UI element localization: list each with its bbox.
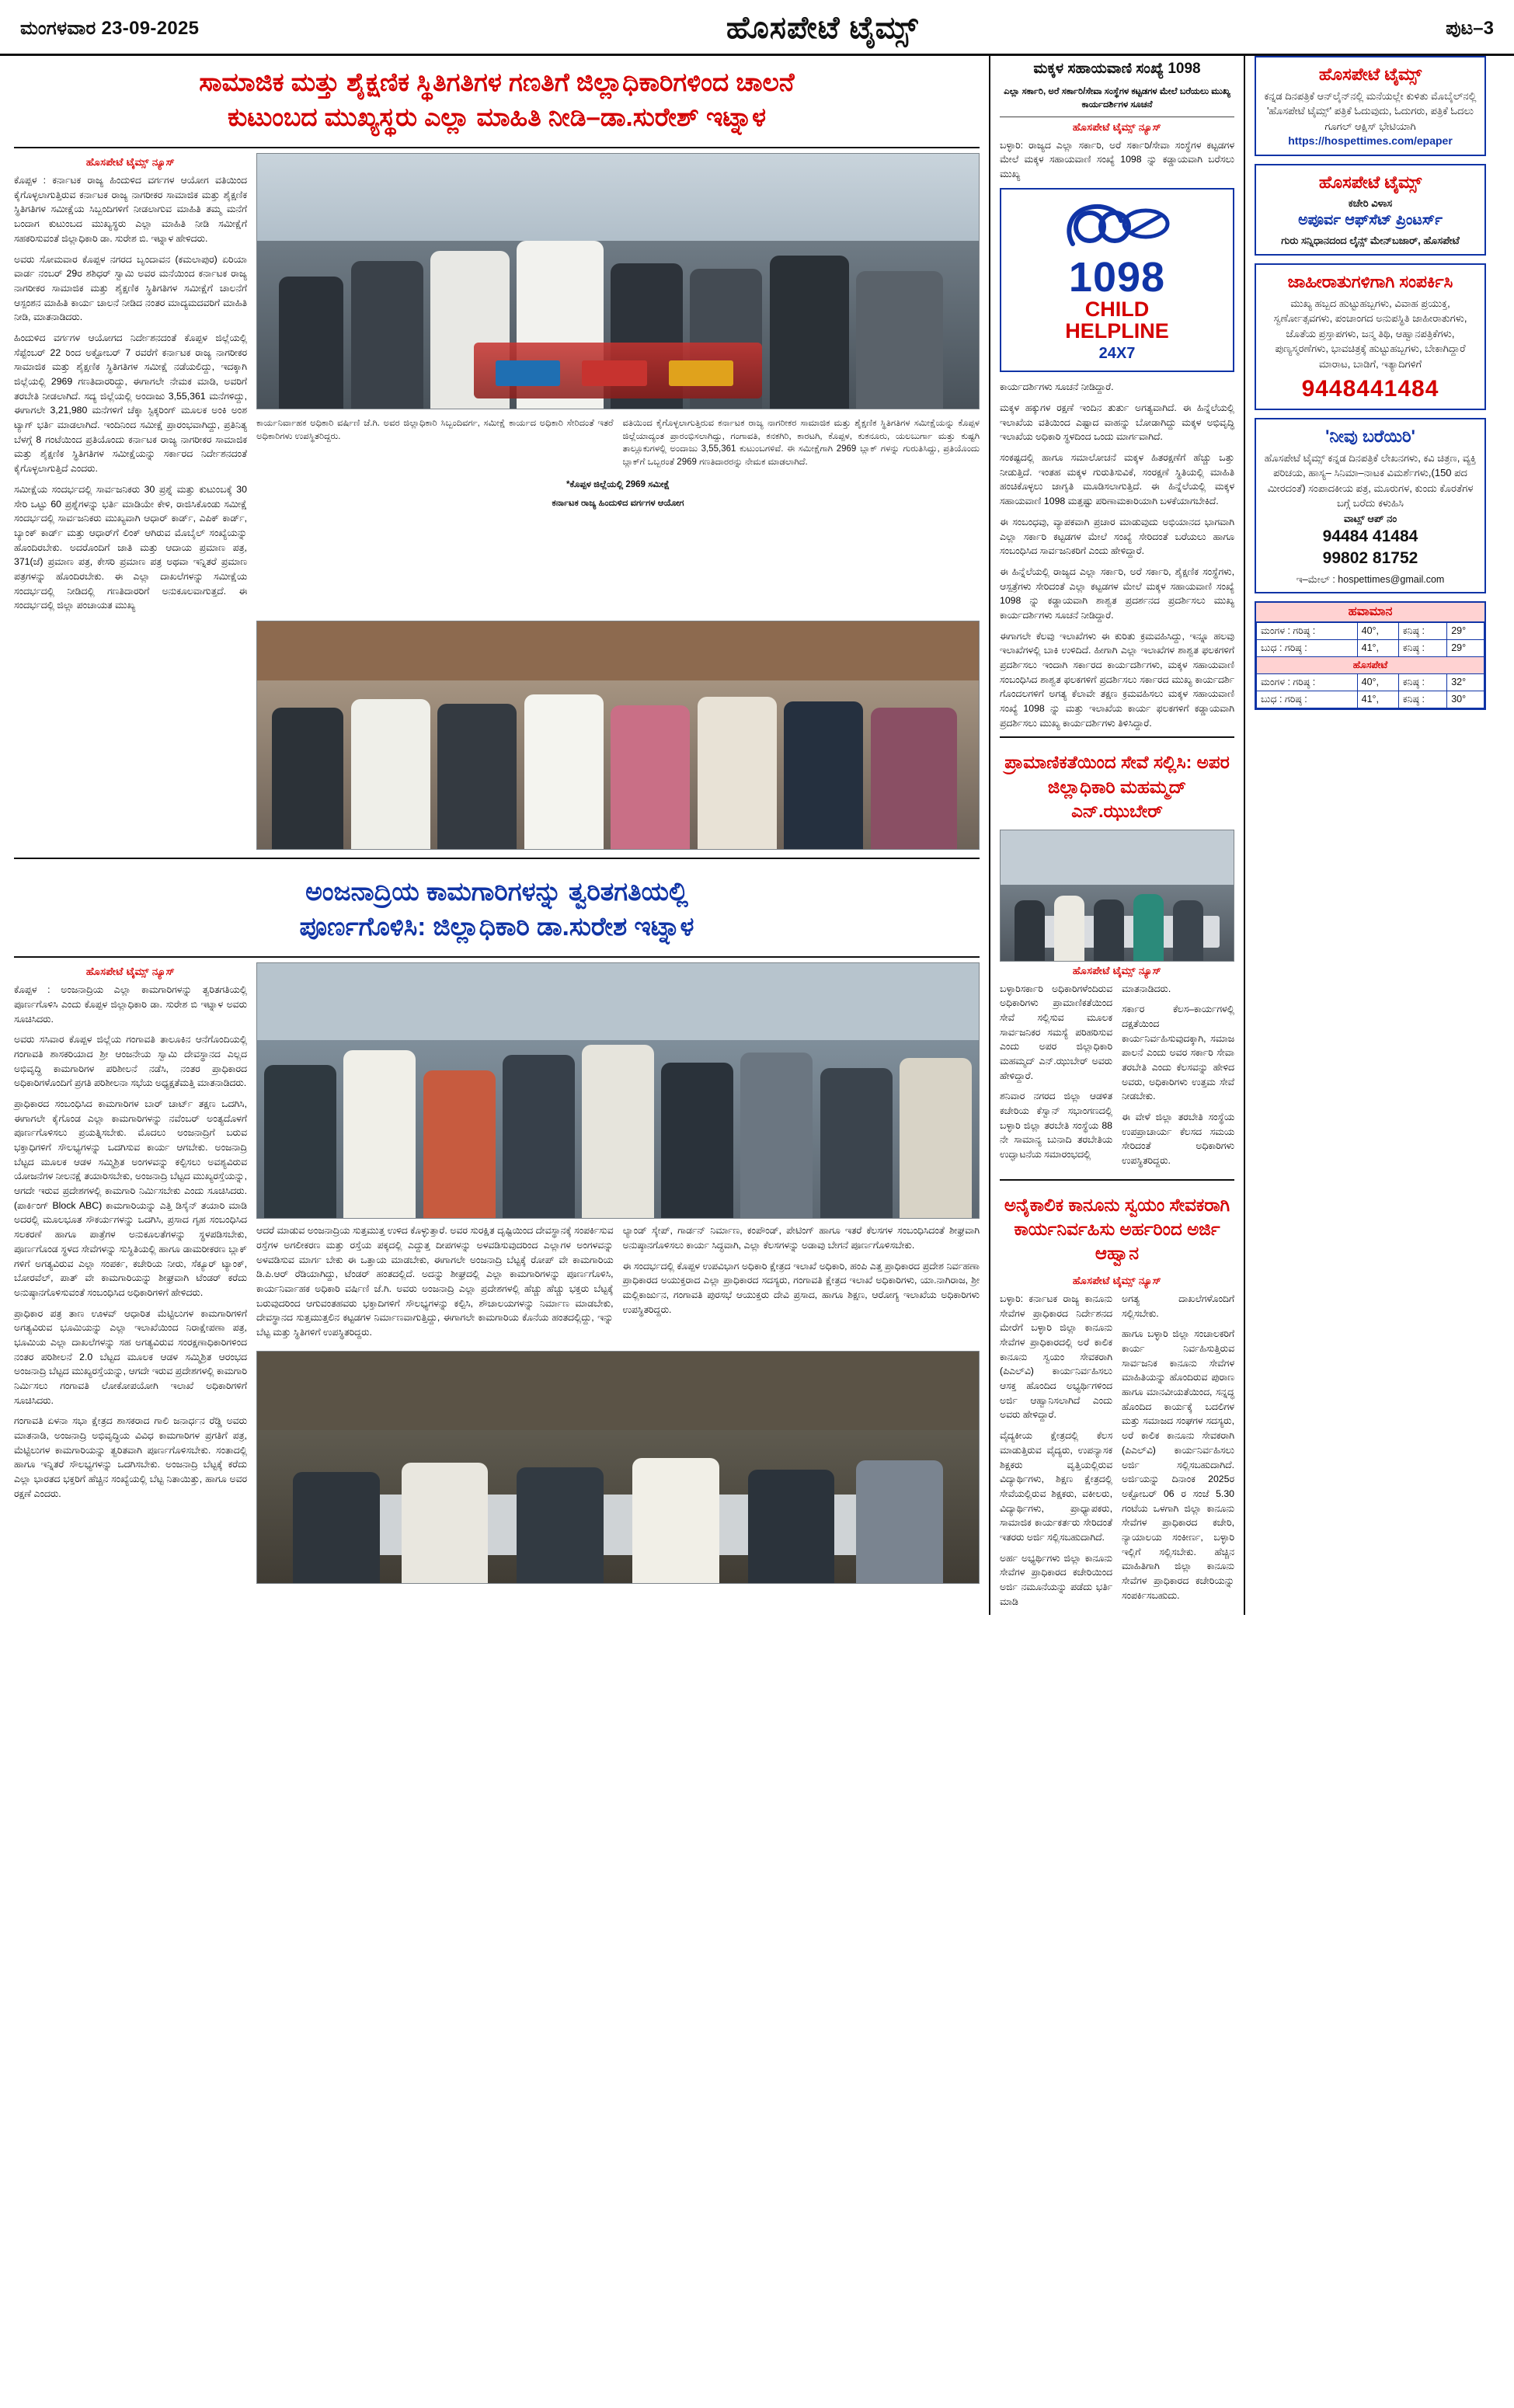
paragraph: ಆದರೆ ಮಾಡುವ ಅಂಜನಾದ್ರಿಯ ಸುತ್ತಮುತ್ತ ಉಳಿದ ಕೊಳ್ಳುತ್ತಾರೆ. ಅವರ ಸುರಕ್ಷಿತ ದೃಷ್ಟಿಯಿಂದ ದೇವಸ್ಥಾನಕ್ಕೆ ಸಂಪರ್ಕಿಸುವ ರಸ್ತೆಗಳ ಅಗಲೀಕರಣ ಮತ್ತು ರಸ್ತೆಯ ಪಕ್ಕದಲ್ಲಿ ಎದ್ದುತ್ತ ದೀಪಗಳನ್ನು ಅಳವಡಿಸುವುದರಿಂದ ಎಲ್ಲಾಗಳ ಅಂಗಳವನ್ನು ಅಳವಡಿಸುವ ಮಾರ್ಗ ಬೇಕು ಈ ಒತ್ತಾಯ ಮಾಡಬೇಕು, ಈಗಾಗಲೇ ಅಂಜನಾದ್ರಿ ಬೆಟ್ಟಕ್ಕೆ ರೋಪ್ ವೇ ಕಾಮಗಾರಿಯ ಡಿ.ಪಿ.ಆರ್ ರೆಡಿಯಾಗಿದ್ದು, ಟೆಂಡರ್ ಹಂತದಲ್ಲಿದೆ. ಅದನ್ನು ಶೀಘ್ರದಲ್ಲಿ ಎಲ್ಲಾ ಕಾಮಗಾರಿಗಳನ್ನು ಪೂರ್ಣಗೊಳಿಸಿ, ಕಾರ್ಯನಿರ್ವಾಹಕ ಅಧಿಕಾರಿ ವರ್ಷಿಣಿ ಜೆ.ಗಿ. ಅವರು ಅಂಜನಾದ್ರಿ ಎಲ್ಲಾ ಪ್ರದೇಶಗಳಲ್ಲಿ ಹೆಚ್ಚು ಹೆಚ್ಚು ಭಕ್ತರು ಬೆಟ್ಟಕ್ಕೆ ಬರುವುದರಿಂದ ಆಗುವಂತಹವರು ಭಕ್ತಾದಿಗಳಿಗೆ ಸೌಲಭ್ಯಗಳನ್ನು ಕಲ್ಪಿಸಿ, ಶೌಚಾಲಯಗಳನ್ನು ನಿರ್ಮಾಣ ಮಾಡಬೇಕು, ದೇವಸ್ಥಾನದ ಸುತ್ತಮುತ್ತಲಿನ ಕಟ್ಟಡಗಳ ನಿರ್ಮಾಣವಾಗುತ್ತಿದ್ದು, ಈಗಾಗಲೇ ಕಾಮಗಾರಿಯ ಕೊನೆಯ ಹಂತದಲ್ಲಿದ್ದು, ಇನ್ನು ಬೆಟ್ಟ ಮತ್ತು ಸ್ಥಿತಿಗಳಿಗೆ ಉಪಸ್ಥಿತರಿದ್ದರು.	[256, 1225, 614, 1338]
lead-headline-line2: ಕುಟುಂಬದ ಮುಖ್ಯಸ್ಥರು ಎಲ್ಲಾ ಮಾಹಿತಿ ನೀಡಿ–ಡಾ.ಸುರೇಶ್ ಇಟ್ನಾಳ	[227, 102, 767, 131]
mid-intro	[1000, 138, 1234, 182]
paragraph: ಲ್ಯಾಂಡ್ ಸ್ಕೇಪ್, ಗಾರ್ಡನ್ ನಿರ್ಮಾಣ, ಕಂಪೌಂಡ್, ಪೇಟಿಂಗ್ ಹಾಗೂ ಇತರೆ ಕೆಲಸಗಳ ಸಂಬಂಧಿಸಿದಂತೆ ಶೀಘ್ರವಾಗಿ ಅನುಷ್ಠಾನಗೊಳಿಸಲು ಕಾರ್ಯ ಸಿದ್ಧವಾಗಿ, ಎಲ್ಲಾ ಕೆಲಸಗಳನ್ನು ಅಡಾವು ಬೇಗನೆ ಪೂರ್ಣಗೊಳಿಸಬೇಕು.	[622, 1225, 980, 1251]
lead-photo-caption: ಕಾರ್ಯನಿರ್ವಾಹಕ ಅಧಿಕಾರಿ ವರ್ಷಿಣಿ ಜೆ.ಗಿ. ಅವರ ಜಿಲ್ಲಾಧಿಕಾರಿ ಸಿಬ್ಬಂದಿವರ್ಗ, ಸಮೀಕ್ಷೆ ಕಾರ್ಯದ ಅಧಿಕಾರಿ ಸೇರಿದಂತೆ ಇತರೆ ಅಧಿಕಾರಿಗಳು ಉಪಸ್ಥಿತರಿದ್ದರು.	[256, 419, 614, 441]
second-headline	[14, 864, 980, 952]
fourth-headline: ಅನೈಕಾಲಿಕ ಕಾನೂನು ಸ್ವಯಂ ಸೇವಕರಾಗಿ ಕಾರ್ಯನಿರ್ವಹಿಸು ಅರ್ಹರಿಂದ ಅರ್ಜಿ ಆಹ್ವಾನ	[1004, 1194, 1230, 1263]
ad-email-address[interactable]: hospettimes@gmail.com	[1338, 573, 1445, 585]
paragraph: ಸಮೀಕ್ಷೆಯ ಸಂದರ್ಭದಲ್ಲಿ ಸಾರ್ವಜನಿಕರು 30 ಪ್ರಶ್ನೆ ಮತ್ತು ಕುಟುಂಬಕ್ಕೆ 30 ಸೇರಿ ಒಟ್ಟು 60 ಪ್ರಶ್ನೆಗಳನ್ನು ಭರ್ತಿ ಮಾಡಿಯೇ ಕೇಳಿ, ರಾಜಿಸಿಕೊಂಡು ಸಮೀಕ್ಷೆ ಸಂದರ್ಭದಲ್ಲಿ ಸಾರ್ವಜನಿಕರು ಮುಖ್ಯವಾಗಿ ಆಧಾರ್ ಕಾರ್ಡ್, ಎಪಿಕ್ ಕಾರ್ಡ್, ಬ್ಯಾಂಕ್ ಕಾರ್ಡ್ ಮತ್ತು ಆಧಾರ್‌ಗೆ ಲಿಂಕ್ ಆಗಿರುವ ಮೊಬೈಲ್ ಸಂಖ್ಯೆಯನ್ನು ಹೊಂದಿರಬೇಕು. ಅದರೊಂದಿಗೆ ಜಾತಿ ಮತ್ತು ಆದಾಯ ಪ್ರಮಾಣ ಪತ್ರ, 371(ಜೆ) ಪ್ರಮಾಣ ಪತ್ರ, ಕೇಸರಿ ಪ್ರಮಾಣ ಪತ್ರ ಅಥವಾ ಇನ್ನಿತರೆ ಪ್ರಮಾಣ ಪತ್ರಗಳನ್ನು ಹೊಂದಿರಬೇಕು. ಈ ಎಲ್ಲಾ ದಾಖಲೆಗಳನ್ನು ಸಮೀಕ್ಷೆಯ ಸಂದರ್ಭದಲ್ಲಿ ನೀಡಿದಲ್ಲಿ ಗಣತಿದಾರರಿಗೆ ಅನುಕೂಲವಾಗುತ್ತದೆ. ಈ ಸಂದರ್ಭದಲ್ಲಿ ಜಿಲ್ಲಾ ಪಂಚಾಯತ ಮುಖ್ಯ	[14, 483, 247, 611]
second-story-columns	[14, 962, 980, 1584]
ad-office-title: ಹೊಸಪೇಟೆ ಟೈಮ್ಸ್	[1318, 172, 1422, 192]
paragraph: ಅವರು ಸಸಿವಾರ ಕೊಪ್ಪಳ ಜಿಲ್ಲೆಯ ಗಂಗಾವತಿ ತಾಲೂಕಿನ ಆನೆಗೊಂದಿಯಲ್ಲಿ ಗಂಗಾವತಿ ಶಾಸಕರಿಯಾದ ಶ್ರೀ ಆಂಜನೇಯ ಸ್ವಾಮಿ ದೇವಸ್ಥಾನದ ಎಲ್ಲದ ಅಭಿವೃದ್ಧಿ ಕಾಮಗಾರಿಗಳ ಪರಿಶೀಲನೆ ನಡೆಸಿ, ನಂತರ ಪ್ರಾಧಿಕಾರದ ಅಧಿಕಾರಿಗಳೊಂದಿಗೆ ಪ್ರಗತಿ ಪರಿಶೀಲನಾ ಸಭೆಯ ಅಧ್ಯಕ್ಷತೆಮತ್ತಿ ಮಾತನಾಡಿದರು.	[14, 1034, 247, 1089]
paragraph: ಅರ್ಹ ಅಭ್ಯರ್ಥಿಗಳು ಜಿಲ್ಲಾ ಕಾನೂನು ಸೇವೆಗಳ ಪ್ರಾಧಿಕಾರದ ಕಚೇರಿಯಿಂದ ಅರ್ಜಿ ನಮೂನೆಯನ್ನು ಪಡೆದು ಭರ್ತಿ ಮಾಡಿ	[1000, 1552, 1112, 1607]
weather-max: 41°,	[1357, 639, 1398, 656]
mid-header-line1: ಮಕ್ಕಳ ಸಹಾಯವಾಣಿ ಸಂಖ್ಯೆ 1098	[1033, 61, 1201, 77]
helpline-number: 1098	[1068, 253, 1166, 301]
paragraph: ಈ ಹಿನ್ನೆಲೆಯಲ್ಲಿ ರಾಜ್ಯದ ಎಲ್ಲಾ ಸರ್ಕಾರಿ, ಅರೆ ಸರ್ಕಾರಿ, ಶೈಕ್ಷಣಿಕ ಸಂಸ್ಥೆಗಳು, ಆಸ್ಪತ್ರೆಗಳು ಸೇರಿದಂತೆ ಎಲ್ಲಾ ಕಟ್ಟಡಗಳ ಮೇಲೆ ಮಕ್ಕಳ ಸಹಾಯವಾಣಿ ಸಂಖ್ಯೆ 1098 ನ್ನು ಕಡ್ಡಾಯವಾಗಿ ಶಾಶ್ವತ ಪ್ರದರ್ಶನದ ಪ್ರದರ್ಶಿಸಲು ಮುಖ್ಯ ಕಾರ್ಯದರ್ಶಿಗಳು ಸೂಚನೆ ನೀಡಿದ್ದಾರೆ.	[1000, 565, 1234, 621]
ad-office-press-name: ಅಪೂರ್ವ ಆಫ್‌ಸೆಟ್ ಪ್ರಿಂಟರ್ಸ್	[1298, 211, 1443, 228]
helpline-label: HELPLINE	[1065, 318, 1169, 343]
paragraph: ಕಾರ್ಯದರ್ಶಿಗಳು ಸೂಚನೆ ನೀಡಿದ್ದಾರೆ.	[1000, 381, 1114, 393]
weather-widget	[1255, 601, 1486, 710]
paragraph: ಈ ಸಂಬಂಧವು, ವ್ಯಾಪಕವಾಗಿ ಪ್ರಚಾರ ಮಾಡುವುದು ಅಭಿಯಾನದ ಭಾಗವಾಗಿ ಎಲ್ಲಾ ಸರ್ಕಾರಿ ಕಟ್ಟಡಗಳ ಮೇಲೆ ಸಂಖ್ಯೆ ಸೇರಿದಂತೆ ಬರೆಯಲು ಹಾಗೂ ಸಂಬಂಧಿಸಿದ ಸಾರ್ವಜನಿಕರಿಗೆ ಎಂದು ಹೇಳಿದ್ದಾರೆ.	[1000, 516, 1234, 557]
paragraph: ಪ್ರಾಧಿಕಾರದ ಸಂಬಂಧಿಸಿದ ಕಾಮಗಾರಿಗಳ ಬಾರ್ ಚಾರ್ಟ್ ತಕ್ಷಣ ಒದಗಿಸಿ, ಈಗಾಗಲೇ ಕೈಗೊಂಡ ಎಲ್ಲಾ ಕಾಮಗಾರಿಗಳನ್ನು ನವೆಂಬರ್ ಅಂತ್ಯದೊಳಗೆ ಪೂರ್ಣಗೊಳಿಸಲು ಪ್ರಯತ್ನಿಸಬೇಕು. ಮೊದಲು ಅಂಜನಾದ್ರಿಗೆ ಬರುವ ಭಕ್ತಾಧಿಗಳಿಗೆ ಸೌಲಭ್ಯಗಳನ್ನು ಒದಗಿಸುವ ಕಾರ್ಯ ಆಗಬೇಕು. ಅಂಜನಾದ್ರಿ ಬೆಟ್ಟದ ಮೂಲಕ ಆಡಳ ಸಮ್ಮಿಶ್ರಿತ ಅಂಗಳವನ್ನು ಕಲ್ಪಿಸಲು ಅವಶ್ಯವಿರುವ ಯೋಜನೆಗಳ ನೀಲನಕ್ಷೆ ತಯಾರಿಸಬೇಕು, ಅಂಜನಾದ್ರಿ ಬೆಟ್ಟದ ಮುಖ್ಯರಸ್ತೆಯನ್ನು, ಆಗದೇ ಇರುವ ಪ್ರದೇಶಗಳಲ್ಲಿ ಕಾಮಗಾರಿ ನಿರ್ಮಿಸಬೇಕು ಎಂದು ಸೂಚಿಸಿದರು. (ಪಾರ್ಕಿಂಗ್ Block ABC) ಕಾಮಗಾರಿಯನ್ನು ಎತ್ತಿ ಡಿಸೈನ್ ತಯಾರಿ ಮಾಡಿ ಅದರಲ್ಲಿ ಮೂಲಭೂತ ಸೌಕರ್ಯಗಳನ್ನು ಒದಗಿಸಿ, ಪ್ರಸಾದ ಗೃಹ ಸಂಬಂಧಿಸಿದ ಸಲಕರಣೆ ಹಾಗೂ ಪಾತ್ರೆಗಳ ಅನುಕೂಲತೆಗಳನ್ನು ಸ್ಥಳಪಡಿಸಬೇಕು, ಪೂರ್ಣಗೊಂಡ ಸ್ಥಳದ ಸೇವೆಗಳನ್ನು ಸುಸ್ಥಿತಿಯಲ್ಲಿ ಹಾಗೂ ಡಾಮರೀಕರಣ ಬ್ಲಾಕ್ ಗಳಿಗೆ ಅಗತ್ಯವಿರುವ ಎಲ್ಲಾ ಸಂಪರ್ಕ, ಕಚೇರಿಯ ನೀರು, ಸೆಕ್ಯೂರ್ ಟ್ಯಾಂಕ್, ಬೋರವೆಲ್, ಪಾತ್ ವೇ ಕಾಮಗಾರಿಯನ್ನು ಶೀಘ್ರವಾಗಿ ಟೆಂಡರ್ ಕರೆದು ಅನುಷ್ಠಾನಗೊಳಿಸುವಂತೆ ಸಂಬಂಧಿಸಿದ ಅಧಿಕಾರಿಗಳಿಗೆ ಹೇಳಿದರು.	[14, 1098, 247, 1298]
weather-min: 29°	[1447, 622, 1484, 639]
weather-min: 32°	[1447, 673, 1484, 691]
divider	[14, 147, 980, 148]
byline: ಹೊಸಪೇಟೆ ಟೈಮ್ಸ್ ನ್ಯೂಸ್	[1072, 120, 1162, 133]
ad-contact-text: ಮುಖ್ಯ ಹಬ್ಬದ ಹುಟ್ಟುಹಬ್ಬಗಳು, ವಿವಾಹ ಪ್ರಯುಕ್ತ, ಸ್ವರ್ಣೋತ್ಸವಗಳು, ಪಂಚಾಂಗದ ಅನುಪಸ್ಥಿತಿ ಜಾಹೀರಾತುಗಳು, ಜೊತೆಯ ಪ್ರಸ್ತಾಪಗಳು, ಜನ್ಮ ತಿಥಿ, ಆಹ್ವಾನಪತ್ರಿಕೆಗಳು, ಪುಣ್ಯಸ್ಮರಣೆಗಳು, ಭಾವಚಿತ್ರಕ್ಕೆ ಹುಟ್ಟುಹಬ್ಬಗಳು, ಬೇಕಾಗಿದ್ದಾರೆ ಮಾರಾಟ, ಬಾಡಿಗೆ, ಇತ್ಯಾದಿಗಳಿಗೆ	[1273, 297, 1467, 370]
lead-headline-line1: ಸಾಮಾಜಿಕ ಮತ್ತು ಶೈಕ್ಷಣಿಕ ಸ್ಥಿತಿಗತಿಗಳ ಗಣತಿಗೆ ಜಿಲ್ಲಾಧಿಕಾರಿಗಳಿಂದ ಚಾಲನೆ	[199, 68, 795, 96]
publication-date: ಮಂಗಳವಾರ 23-09-2025	[20, 17, 200, 39]
second-headline-line2: ಪೂರ್ಣಗೊಳಿಸಿ: ಜಿಲ್ಲಾಧಿಕಾರಿ ಡಾ.ಸುರೇಶ ಇಟ್ನಾಳ	[299, 911, 694, 941]
lead-text-col1	[14, 173, 247, 613]
weather-max: 40°,	[1357, 673, 1398, 691]
ad-epaper[interactable]	[1255, 56, 1486, 156]
weather-row	[1257, 622, 1484, 639]
weather-min-label: ಕನಿಷ್ಠ :	[1398, 622, 1446, 639]
weather-day: ಬುಧ : ಗರಿಷ್ಠ :	[1257, 639, 1358, 656]
weather-row	[1257, 691, 1484, 708]
second-photo-site-visit	[256, 962, 980, 1219]
ads-column	[1245, 56, 1486, 1615]
main-column	[14, 56, 989, 1615]
epaper-link[interactable]: https://hospettimes.com/epaper	[1288, 134, 1453, 147]
ad-whatsapp-label: ವಾಟ್ಸ್ ಆಪ್ ನಂ	[1343, 512, 1397, 524]
paragraph: ಬಳ್ಳಾರಿ: ಕರ್ನಾಟಕ ರಾಜ್ಯ ಕಾನೂನು ಸೇವೆಗಳ ಪ್ರಾಧಿಕಾರದ ನಿರ್ದೇಶನದ ಮೇರೆಗೆ ಬಳ್ಳಾರಿ ಜಿಲ್ಲಾ ಕಾನೂನು ಸೇವೆಗಳ ಪ್ರಾಧಿಕಾರದಲ್ಲಿ ಅರೆ ಕಾಲಿಕ ಕಾನೂನು ಸ್ವಯಂ ಸೇವಕರಾಗಿ (ಪಿಎಲ್‌ವಿ) ಕಾರ್ಯನಿರ್ವಹಿಸಲು ಆಸಕ್ತ ಹೊಂದಿದ ಅಭ್ಯರ್ಥಿಗಳಿಂದ ಅರ್ಜಿ ಆಹ್ವಾನಿಸಲಾಗಿದೆ ಎಂದು ಅವರು ಹೇಳಿದ್ದಾರೆ.	[1000, 1293, 1112, 1421]
ad-office-address	[1255, 164, 1486, 256]
paragraph: ಈ ಸಂದರ್ಭದಲ್ಲಿ ಕೊಪ್ಪಳ ಉಪವಿಭಾಗ ಅಧಿಕಾರಿ ಕ್ಷೇತ್ರದ ಇಲಾಖೆ ಅಧಿಕಾರಿ, ಹಂಪಿ ಎತ್ತ ಪ್ರಾಧಿಕಾರದ ಪ್ರದೇಶ ನಿರ್ವಹಣಾ ಪ್ರಾಧಿಕಾರದ ಅಯುಕ್ತರಾದ ಎಲ್ಲಾ ಪ್ರಾಧಿಕಾರದ ಸದಸ್ಯರು, ಗಂಗಾವತಿ ಕ್ಷೇತ್ರದ ಇಲಾಖೆ ಅಧಿಕಾರಿಗಳು, ಯಾ.ನಾಗಿರಾಜ, ಶ್ರೀ ಮಲ್ಲಿಕಾರ್ಜುನ, ಗಂಗಾವತಿ ಪುರಸಭೆ ಆಯುಕ್ತರು ದೇವಿ ಪ್ರಸಾದ, ಹಾಗೂ ಶಿಕ್ಷಣ, ಆರೋಗ್ಯ ಇಲಾಖೆಯ ಅಧಿಕಾರಿಗಳು ಉಪಸ್ಥಿತರಿದ್ದರು.	[622, 1260, 980, 1315]
child-helpline-icon	[1059, 197, 1175, 255]
second-text-col2	[256, 1223, 614, 1346]
weather-min-label: ಕನಿಷ್ಠ :	[1398, 673, 1446, 691]
paragraph: ಮಕ್ಕಳ ಹಕ್ಕುಗಳ ರಕ್ಷಣೆ ಇಂದಿನ ತುರ್ತು ಅಗತ್ಯವಾಗಿದೆ. ಈ ಹಿನ್ನೆಲೆಯಲ್ಲಿ ಇಲಾಖೆಯ ವತಿಯಿಂದ ಎಷ್ಟಾದ ವಾಹನ್ನು ಬೋಡಾಗಿದ್ದು ಮಕ್ಕಳ ಅಭಿವೃದ್ಧಿ ಇಲಾಖೆಯ ಅಧಿಕಾರಿ ಸ್ಥಳದಿಂದ ಒಂದು ಮಾರ್ಗವಾಗಿದೆ.	[1000, 402, 1234, 443]
paragraph: ಹಿಂದುಳಿದ ವರ್ಗಗಳ ಆಯೋಗದ ನಿರ್ದೇಶನದಂತೆ ಕೊಪ್ಪಳ ಜಿಲ್ಲೆಯಲ್ಲಿ ಸೆಪ್ಟೆಂಬರ್ 22 ರಿಂದ ಅಕ್ಟೋಬರ್ 7 ರವರೆಗೆ ಕರ್ನಾಟಕ ರಾಜ್ಯ ನಾಗರೀಕರ ಸಾಮಾಜಿಕ ಮತ್ತು ಶೈಕ್ಷಣಿಕ ಸ್ಥಿತಿಗತಿಗಳ ಸಮೀಕ್ಷೆ ನಡೆಯಲಿದ್ದು, ಇದಕ್ಕಾಗಿ ಜಿಲ್ಲೆಯಲ್ಲಿ 2969 ಗಣತಿದಾರರಿದ್ದು, ಈಗಾಗಲೇ ನೇಮಕ ಮಾಡಿ, ಅವರಿಗೆ ತರಬೇತಿ ನೀಡಲಾಗಿದೆ. ಸದ್ಯ ಜಿಲ್ಲೆಯಲ್ಲಿ ಅಂದಾಜು 3,55,361 ಮನೆಗಳಿದ್ದು, ಈಗಾಗಲೇ 3,21,980 ಮನೆಗಳಿಗೆ ಚೆಕ್ಕಾ ಸ್ಟಿಕ್ಕರಿಂಗ್ ಮೂಲಕ ಅಂಕಿ ಅಂಶ ಟ್ಯಾಗ್ ಭರ್ತಿ ಮಾಡಲಾಗಿದೆ. ಇಂದಿನಿಂದ ಸಮೀಕ್ಷೆ ಪ್ರಾರಂಭವಾಗಿದ್ದು, ಪ್ರತಿನಿತ್ಯ ಬೆಳಗ್ಗೆ 8 ಗಂಟೆಯಿಂದ ಪ್ರತಿಯೊಂದು ಕರ್ನಾಟಕ ರಾಜ್ಯ ನಾಗರೀಕರ ಸಾಮಾಜಿಕ ಮತ್ತು ಶೈಕ್ಷಣಿಕ ಸ್ಥಿತಿಗತಿಗಳ ಸಮೀಕ್ಷೆಯನ್ನು ಸರ್ಕಾರದ ನಿರ್ದೇಶನದಂತೆ ಕೈಗೊಳ್ಳಲಾಗುತ್ತಿದೆ ಎಂದರು.	[14, 332, 247, 475]
weather-day: ಮಂಗಳ : ಗರಿಷ್ಠ :	[1257, 673, 1358, 691]
ad-email-label: ಇ–ಮೇಲ್ :	[1296, 573, 1335, 585]
weather-city-row	[1257, 656, 1484, 673]
paragraph: ಹಾಗೂ ಬಳ್ಳಾರಿ ಜಿಲ್ಲಾ ಸಂಚಾಲಕರಿಗೆ ಕಾರ್ಯ ನಿರ್ವಹಿಸುತ್ತಿರುವ ಸಾರ್ವಜನಿಕ ಕಾನೂನು ಸೇವೆಗಳ ಮಾಹಿತಿಯನ್ನು ಹೊಂದಿರುವ ಪುರಾಣ ಹಾಗೂ ಮಾನವೀಯತೆಯಿಂದ, ಸನ್ನದ್ಧ ಹೊಂದಿದ ಕಾರ್ಯಕ್ಕೆ ಬದಲಿಗಳ ಮತ್ತು ಸಮಾಜದ ಸಂಘಗಳ ಸದಸ್ಯರು, ಅರೆ ಕಾಲಿಕ ಕಾನೂನು ಸೇವಕರಾಗಿ (ಪಿಎಲ್‌ವಿ) ಕಾರ್ಯನಿರ್ವಹಿಸಲು ಅರ್ಜಿ ಸಲ್ಲಿಸಬಹುದಾಗಿದೆ. ಅರ್ಜಿಯನ್ನು ದಿನಾಂಕ 2025ರ ಅಕ್ಟೋಬರ್ 06 ರ ಸಂಜೆ 5.30 ಗಂಟೆಯ ಒಳಗಾಗಿ ಜಿಲ್ಲಾ ಕಾನೂನು ಸೇವೆಗಳ ಪ್ರಾಧಿಕಾರದ ಕಚೇರಿ, ನ್ಯಾಯಾಲಯ ಸಂಕೀರ್ಣ, ಬಳ್ಳಾರಿ ಇಲ್ಲಿಗೆ ಸಲ್ಲಿಸಬೇಕು. ಹೆಚ್ಚಿನ ಮಾಹಿತಿಗಾಗಿ ಜಿಲ್ಲಾ ಕಾನೂನು ಸೇವೆಗಳ ಪ್ರಾಧಿಕಾರದ ಕಚೇರಿಯನ್ನು ಸಂಪರ್ಕಿಸಬಹುದು.	[1122, 1328, 1234, 1601]
ad-epaper-text: ಕನ್ನಡ ದಿನಪತ್ರಿಕೆ ಆನ್‌ಲೈನ್‌ನಲ್ಲಿ ಮನೆಯಲ್ಲೇ ಕುಳಿತು ಮೊಬೈಲ್‌ನಲ್ಲಿ 'ಹೊಸಪೇಟೆ ಟೈಮ್ಸ್' ಪತ್ರಿಕೆ ಓದುವುದು, ಓದುಗರು, ಪತ್ರಿಕೆ ಓದಲು ಗೂಗಲ್ ಆಕ್ಷಿಸ್ ಭೇಟಿಯಾಗಿ	[1264, 89, 1477, 132]
ad-contact-phone[interactable]: 9448441484	[1301, 376, 1439, 402]
third-photo-training-hall	[1000, 830, 1234, 962]
second-story	[14, 864, 980, 1584]
weather-min-label: ಕನಿಷ್ಠ :	[1398, 691, 1446, 708]
paragraph: ಮಾತನಾಡಿದರು.	[1122, 983, 1171, 994]
page-body	[0, 56, 1514, 1630]
lead-text-col3-top: ವತಿಯಿಂದ ಕೈಗೊಳ್ಳಲಾಗುತ್ತಿರುವ ಕರ್ನಾಟಕ ರಾಜ್ಯ ನಾಗರೀಕರ ಸಾಮಾಜಿಕ ಮತ್ತು ಶೈಕ್ಷಣಿಕ ಸ್ಥಿತಿಗತಿಗಳ ಸಮೀಕ್ಷೆಯನ್ನು ಕೊಪ್ಪಳ ಜಿಲ್ಲೆಯಾದ್ಯಂತ ಪ್ರಾರಂಭಿಸಲಾಗಿದ್ದು, ಗಂಗಾವತಿ, ಕನಕಗಿರಿ, ಕಾರಟಗಿ, ಕೊಪ್ಪಳ, ಕುಕನೂರು, ಯಲಬುರ್ಗಾ ಮತ್ತು ಕುಷ್ಟಗಿ ತಾಲ್ಲೂಕುಗಳಲ್ಲಿ ಅಂದಾಜು 3,55,361 ಕುಟುಂಬಗಳಿವೆ. ಈ ಸಮೀಕ್ಷೆಗಾಗಿ 2969 ಬ್ಲಾಕ್ ಗಳನ್ನು ಗುರುತಿಸಿದ್ದು, ಪ್ರತಿಯೊಂದು ಬ್ಲಾಕ್‌ಗೆ ಒಬ್ಬರಂತೆ 2969 ಗಣತಿದಾರರನ್ನು ನೇಮಕ ಮಾಡಲಾಗಿದೆ.	[622, 419, 980, 468]
weather-title: ಹವಾಮಾನ	[1256, 603, 1484, 622]
ad-office-address-line: ಗುರು ಸನ್ನಿಧಾನದಂದ ಲೈನ್ಸ್ ಮೇನ್‌ಬಜಾರ್, ಹೊಸಪೇಟೆ	[1281, 234, 1460, 246]
ad-write-text: ಹೊಸಪೇಟೆ ಟೈಮ್ಸ್ ಕನ್ನಡ ದಿನಪತ್ರಿಕೆ ಲೇಖನಗಳು, ಕವಿ ಚಿತ್ರಣ, ವ್ಯಕ್ತಿ ಪರಿಚಯ, ಹಾಸ್ಯ– ಸಿನಿಮಾ–ನಾಟಕ ವಿಮರ್ಶೆಗಳು,(150 ಪದ ಮೀರದಂತೆ) ಸಂಪಾದಕೀಯ ಪತ್ರ, ಮೂರುಗಳ, ಕುಂದು ಕೊರತೆಗಳ ಬಗ್ಗೆ ಬರೆದು ಕಳುಹಿಸಿ	[1264, 451, 1477, 510]
lead-photo-subcaption2: ಕರ್ನಾಟಕ ರಾಜ್ಯ ಹಿಂದುಳಿದ ವರ್ಗಗಳ ಆಯೋಗ	[552, 499, 684, 509]
paragraph: ಬಳ್ಳಾರಿ: ರಾಜ್ಯದ ಎಲ್ಲಾ ಸರ್ಕಾರಿ, ಅರೆ ಸರ್ಕಾರಿ/ಸೇವಾ ಸಂಸ್ಥೆಗಳ ಕಟ್ಟಡಗಳ ಮೇಲೆ ಮಕ್ಕಳ ಸಹಾಯವಾಣಿ ಸಂಖ್ಯೆ 1098 ನ್ನು ಕಡ್ಡಾಯವಾಗಿ ಬರೆಸಲು ಮುಖ್ಯ	[1000, 139, 1234, 179]
byline: ಹೊಸಪೇಟೆ ಟೈಮ್ಸ್ ನ್ಯೂಸ್	[1072, 1274, 1162, 1286]
paragraph: ಬಳ್ಳಾರಿಸರ್ಕಾರಿ ಅಧಿಕಾರಿಗಳೆಂದಿರುವ ಅಧಿಕಾರಿಗಳು ಪ್ರಾಮಾಣಿಕತೆಯಿಂದ ಸೇವೆ ಸಲ್ಲಿಸುವ ಮೂಲಕ ಸಾರ್ವಜನಿಕರ ಸಮಸ್ಯೆ ಪರಿಹರಿಸುವ ಎಂದು ಅಪರ ಜಿಲ್ಲಾಧಿಕಾರಿ ಮಹಮ್ಮದ್ ಎನ್.ಝುಬೇರ್ ಅವರು ಹೇಳಿದ್ದಾರೆ.	[1000, 983, 1112, 1081]
paragraph: ಅಗತ್ಯ ದಾಖಲೆಗಳೊಂದಿಗೆ ಸಲ್ಲಿಸಬೇಕು.	[1122, 1293, 1234, 1319]
paragraph: ಈ ವೇಳೆ ಜಿಲ್ಲಾ ತರಬೇತಿ ಸಂಸ್ಥೆಯ ಉಪಪ್ರಾಚಾರ್ಯ ಕೆಲಸದ ಸಮಯ ಸೇರಿದಂತೆ ಅಧಿಕಾರಿಗಳು ಉಪಸ್ಥಿತರಿದ್ದರು.	[1122, 1112, 1234, 1167]
fourth-text-col2	[1122, 1292, 1234, 1615]
paragraph: ಅವರು ಸೋಮವಾರ ಕೊಪ್ಪಳ ನಗರದ ಬೃಂದಾವನ (ಕಮಲಾಪುರ) ಏರಿಯಾ ವಾರ್ಡ ನಂಬರ್ 29ರ ಶಶಿಧರ್ ಸ್ವಾಮಿ ಅವರ ಮನೆಯಿಂದ ಕರ್ನಾಟಕ ರಾಜ್ಯ ನಾಗರೀಕರ ಸಾಮಾಜಿಕ ಮತ್ತು ಶೈಕ್ಷಣಿಕ ಸ್ಥಿತಿಗತಿಗಳ ಸಮೀಕ್ಷೆಗೆ ಚಾಲನೆಗೆ ಆಸ್ಪಂಶನ ಮಾಹಿತಿ ಕಾರ್ಯ ಚಾಲನೆ ನೀಡಿದ ನಂತರ ಮಾದ್ಯಮದವರಿಗೆ ಮಾಹಿತಿ ನೀಡಿ, ಮಾತನಾಡಿದರು.	[14, 253, 247, 323]
second-headline-line1: ಅಂಜನಾದ್ರಿಯ ಕಾಮಗಾರಿಗಳನ್ನು ತ್ವರಿತಗತಿಯಲ್ಲಿ	[305, 877, 688, 906]
paragraph: ಈಗಾಗಲೇ ಕೆಲವು ಇಲಾಖೆಗಳು ಈ ಕುರಿತು ಕ್ರಮವಹಿಸಿದ್ದು, ಇನ್ನೂ ಹಲವು ಇಲಾಖೆಗಳಲ್ಲಿ ಬಾಕಿ ಉಳಿದಿದೆ. ಹೀಗಾಗಿ ಎಲ್ಲಾ ಇಲಾಖೆಗಳ ಶಾಶ್ವತ ಫಲಕಗಳಿಗೆ ಪ್ರದರ್ಶಿಸಲು ಇಂದಾಗಿ ಸರ್ಕಾರದ ಕಾರ್ಯದರ್ಶಿಗಳು, ಮಕ್ಕಳ ಸಹಾಯವಾಣಿ ಸಂಬಂಧಿಸಿದ ಶಾಶ್ವತ ಫಲಕಗಳಿಗೆ ಪ್ರದರ್ಶಿಸಲು ಸರ್ಕಾರದ ಮುಖ್ಯ ಕಾರ್ಯದರ್ಶಿ ಗೊಂದಲಗಳಿಗೆ ಅಗತ್ಯ ಕೆಲಾವೇ ತಕ್ಷಣ ಕ್ರಮವಹಿಸಲು ಮಕ್ಕಳ ಸಹಾಯವಾಣಿ ಸಂಖ್ಯೆ 1098 ನ್ನು ಮತ್ತು ಇಲಾಖೆಯ ಕಾರ್ಯ ಫಲಕಗಳಿಗೆ ಕಡ್ಡಾಯವಾಗಿ ಪ್ರದರ್ಶಿಸಲು ಮುಖ್ಯ ಕಾರ್ಯದರ್ಶಿಗಳು ತಿಳಿಸಿದ್ದಾರೆ.	[1000, 630, 1234, 729]
paragraph: ಕೊಪ್ಪಳ : ಕರ್ನಾಟಕ ರಾಜ್ಯ ಹಿಂದುಳಿದ ವರ್ಗಗಳ ಆಯೋಗ ವತಿಯಿಂದ ಕೈಗೊಳ್ಳಲಾಗುತ್ತಿರುವ ಕರ್ನಾಟಕ ರಾಜ್ಯ ನಾಗರೀಕರ ಸಾಮಾಜಿಕ ಮತ್ತು ಶೈಕ್ಷಣಿಕ ಸ್ಥಿತಿಗತಿಗಳ ಸಮೀಕ್ಷೆಯ ಸಿಬ್ಬಂದಿಗಳಿಗೆ ನೀಡಲಾಗುವ ಮಾಹಿತಿ ತಮ್ಮ ಮನೆಗೆ ಬಂದಾಗ ಕುಟುಂಬದ ಮುಖ್ಯಸ್ಥರು ಎಲ್ಲಾ ಮಾಹಿತಿ ನೀಡಿ ಸಮೀಕ್ಷೆಗೆ ಸಹಕರಿಸುವಂತೆ ಜಿಲ್ಲಾಧಿಕಾರಿ ಡಾ. ಸುರೇಶ ಬಿ. ಇಟ್ನಾಳ ಹೇಳಿದರು.	[14, 175, 247, 244]
weather-city: ಹೊಸಪೇಟೆ	[1257, 656, 1484, 673]
second-text-col3	[623, 1223, 980, 1346]
byline: ಹೊಸಪೇಟೆ ಟೈಮ್ಸ್ ನ್ಯೂಸ್	[85, 156, 176, 169]
paragraph: ಸಂಕಷ್ಟದಲ್ಲಿ ಹಾಗೂ ಸಮಾಲೋಚನೆ ಮಕ್ಕಳ ಹಿತರಕ್ಷಣೆಗೆ ಹೆಚ್ಚು ಒತ್ತು ನೀಡುತ್ತಿದೆ. ಇಂತಹ ಮಕ್ಕಳ ಗುರುತಿಸುವಿಕೆ, ಸಂರಕ್ಷಣೆ ಸ್ಥಿತಿಯಲ್ಲಿ ಮಾಹಿತಿ ಹಂಚಿಕೊಳ್ಳಲು ಜಾಗೃತಿ ಮೂಡಿಸಲಾಗುತ್ತಿದೆ. ಈ ಹಿನ್ನೆಲೆಯಲ್ಲಿ ಮಕ್ಕಳ ಸಹಾಯವಾಣಿ 1098 ಮತ್ತಷ್ಟು ಪರಿಣಾಮಕಾರಿಯಾಗಿ ಬಳಕೆಯಾಗಬೇಕಿದೆ.	[1000, 452, 1234, 507]
ad-office-label: ಕಚೇರಿ ವಿಳಾಸ	[1348, 197, 1393, 210]
ad-write-title: 'ನೀವು ಬರೆಯಿರಿ'	[1325, 426, 1415, 447]
helpline-availability: 24X7	[1098, 345, 1136, 363]
lead-headline	[14, 56, 980, 142]
lead-photo-press-meet	[256, 153, 980, 409]
ad-contact-title: ಜಾಹೀರಾತುಗಳಿಗಾಗಿ ಸಂಪರ್ಕಿಸಿ	[1287, 272, 1453, 292]
newspaper-title: ಹೊಸಪೇಟೆ ಟೈಮ್ಸ್	[726, 11, 919, 45]
helpline-child-label: CHILD	[1084, 297, 1150, 321]
paragraph: ಕೊಪ್ಪಳ : ಅಂಜನಾದ್ರಿಯ ಎಲ್ಲಾ ಕಾಮಗಾರಿಗಳನ್ನು ತ್ವರಿತಗತಿಯಲ್ಲಿ ಪೂರ್ಣಗೊಳಿಸಿ ಎಂದು ಕೊಪ್ಪಳ ಜಿಲ್ಲಾಧಿಕಾರಿ ಡಾ. ಸುರೇಶ ಬಿ ಇಟ್ನಾಳ ಅವರು ಸೂಚಿಸಿದರು.	[14, 984, 247, 1025]
second-text-col1	[14, 983, 247, 1501]
lead-photo-subcaption: *ಕೊಪ್ಪಳ ಜಿಲ್ಲೆಯಲ್ಲಿ 2969 ಸಮೀಕ್ಷೆ	[566, 479, 670, 489]
lead-story-columns	[14, 153, 980, 619]
fourth-story	[1000, 1185, 1234, 1616]
mid-header-line2: ಎಲ್ಲಾ ಸರ್ಕಾರಿ, ಅರೆ ಸರ್ಕಾರಿ/ಸೇವಾ ಸಂಸ್ಥೆಗಳ ಕಟ್ಟಡಗಳ ಮೇಲೆ ಬರೆಯಲು ಮುಖ್ಯ ಕಾರ್ಯದರ್ಶಿಗಳ ಸೂಚನೆ	[1004, 86, 1230, 110]
third-story	[1000, 743, 1234, 1174]
weather-max: 41°,	[1357, 691, 1398, 708]
middle-column	[989, 56, 1245, 1615]
mid-body	[1000, 380, 1234, 730]
byline: ಹೊಸಪೇಟೆ ಟೈಮ್ಸ್ ನ್ಯೂಸ್	[85, 966, 176, 978]
second-photo-review-meeting	[256, 1351, 980, 1584]
weather-day: ಮಂಗಳ : ಗರಿಷ್ಠ :	[1257, 622, 1358, 639]
weather-row	[1257, 639, 1484, 656]
paragraph: ಸರ್ಕಾರ ಕೆಲಸ–ಕಾರ್ಯಗಳಲ್ಲಿ ದಕ್ಷತೆಯಿಂದ ಕಾರ್ಯನಿರ್ವಹಿಸುವುದಕ್ಕಾಗಿ, ಸಮಾಜ ಪಾಲನೆ ಎಂದು ಅವರ ಸರ್ಕಾರಿ ಸೇವಾ ತರಬೇತಿ ಎಂದು ಕೆಲಸವನ್ನು ಹೇಳಿದ ಅವರು, ಅಧಿಕಾರಿಗಳು ಉತ್ತಮ ಸೇವೆ ನೀಡಬೇಕು.	[1122, 1004, 1234, 1102]
lead-story	[14, 56, 980, 850]
weather-day: ಬುಧ : ಗರಿಷ್ಠ :	[1257, 691, 1358, 708]
fourth-text-col1	[1000, 1292, 1112, 1615]
third-text-col1	[1000, 982, 1112, 1174]
weather-min: 29°	[1447, 639, 1484, 656]
helpline-1098-ad	[1000, 188, 1234, 373]
lead-photo-felicitation	[256, 621, 980, 850]
weather-max: 40°,	[1357, 622, 1398, 639]
paragraph: ಗಂಗಾವತಿ ಏಳನಾ ಸಭಾ ಕ್ಷೇತ್ರದ ಶಾಸಕರಾದ ಗಾಲಿ ಜನಾರ್ಧನ ರೆಡ್ಡಿ ಅವರು ಮಾತನಾಡಿ, ಅಂಜನಾದ್ರಿ ಅಭಿವೃದ್ಧಿಯ ವಿವಿಧ ಕಾಮಗಾರಿಗಳ ಪ್ರಗತಿಗೆ ಪತ್ರ, ಮೆಟ್ಟಿಲುಗಳ ಕಾಮಗಾರಿಯನ್ನು ತ್ವರಿತವಾಗಿ ಪೂರ್ಣಗೊಳಿಸಬೇಕು. ಸಂತಾದಲ್ಲಿ ಹಾಗೂ ಇನ್ನಿತರೆ ಸೌಲಭ್ಯಗಳನ್ನು ಒದಗಿಸಬೇಕು. ಅಂಜನಾದ್ರಿ ಬೆಟ್ಟಕ್ಕೆ ಕರೆದು ಎಲ್ಲಾ ಭಾರತದ ಭಕ್ತರಿಗೆ ಹೆಚ್ಚಿನ ಸಂಖ್ಯೆಯಲ್ಲಿ ಬೆಟ್ಟ ನಿತಾಯಿತ್ತು, ಹಾಗೂ ಅವರ ರಕ್ಷಣೆ ಎಂದರು.	[14, 1415, 247, 1499]
third-headline: ಪ್ರಾಮಾಣಿಕತೆಯಿಂದ ಸೇವೆ ಸಲ್ಲಿಸಿ: ಅಪರ ಜಿಲ್ಲಾಧಿಕಾರಿ ಮಹಮ್ಮದ್ ಎನ್.ಝುಬೇರ್	[1004, 752, 1230, 821]
page-number: ಪುಟ–3	[1446, 17, 1494, 39]
paragraph: ಪ್ರಾಧಿಕಾರ ಪತ್ರ ತಾಣ ಊಳವ್ ಆಧಾರಿತ ಮೆಟ್ಟಿಲುಗಳ ಕಾಮಗಾರಿಗಳಿಗೆ ಅಗತ್ಯವಿರುವ ಭೂಮಿಯನ್ನು ಎಲ್ಲಾ ಇಲಾಖೆಯಿಂದ ನಿರಾಕ್ಷೇಪಣಾ ಪತ್ರ, ಭೂಮಿಯ ಎಲ್ಲಾ ದಾಖಲೆಗಳನ್ನು ಸಹ ಅಗತ್ಯವಿರುವ ಸಂರಕ್ಷಣಾಧಿಕಾರಿಗಳಿಂದ ನಂತರ ಪರಿಶೀಲನೆ 2.0 ಬೆಟ್ಟದ ಮೂಲಕ ಆಡಳ ಸಮ್ಮಿಶ್ರಿತ ಆರಂಭದ ಅಂಜನಾದ್ರಿ ಬೆಟ್ಟದ ಮುಖ್ಯರಸ್ತೆಯನ್ನು, ಆಗದೇ ಇರುವ ಪ್ರದೇಶಗಳಲ್ಲಿ ಕಾಮಗಾರಿ ನಿರ್ಮಿಸಲು ಗಂಗಾವತಿ ಲೋಕೋಪಯೋಗಿ ಇಲಾಖೆ ಅಧಿಕಾರಿಗಳಿಗೆ ಸೂಚಿಸಿದರು.	[14, 1307, 247, 1406]
paragraph: ಶನಿವಾರ ನಗರದ ಜಿಲ್ಲಾ ಆಡಳಿತ ಕಚೇರಿಯ ಕೆಸ್ವಾನ್ ಸಭಾಂಗಣದಲ್ಲಿ ಬಳ್ಳಾರಿ ಜಿಲ್ಲಾ ತರಬೇತಿ ಸಂಸ್ಥೆಯ 88 ನೇ ಸಾಮಾನ್ಯ ಬುನಾದಿ ತರಬೇತಿಯ ಉದ್ಘಾಟನೆಯ ಸಮಾರಂಭದಲ್ಲಿ	[1000, 1091, 1112, 1161]
masthead	[0, 0, 1514, 56]
weather-min-label: ಕನಿಷ್ಠ :	[1398, 639, 1446, 656]
ad-whatsapp-number-2[interactable]: 99802 81752	[1322, 549, 1418, 568]
ad-whatsapp-number-1[interactable]: 94484 41484	[1322, 527, 1418, 546]
third-text-col2	[1122, 982, 1234, 1174]
paragraph: ವೈದ್ಯಕೀಯ ಕ್ಷೇತ್ರದಲ್ಲಿ ಕೆಲಸ ಮಾಡುತ್ತಿರುವ ವೈದ್ಯರು, ಉಪನ್ಯಾಸಕ ಶಿಕ್ಷಕರು ವೃತ್ತಿಯಲ್ಲಿರುವ ವಿದ್ಯಾರ್ಥಿಗಳು, ಶಿಕ್ಷಣ ಕ್ಷೇತ್ರದಲ್ಲಿ ಸೇವೆಯಲ್ಲಿರುವ ಶಿಕ್ಷಕರು, ವಕೀಲರು, ವಿದ್ಯಾರ್ಥಿಗಳು, ಪ್ರಾಧ್ಯಾಪಕರು, ಸಾಮಾಜಿಕ ಕಾರ್ಯಕರ್ತರು ಸೇರಿದಂತೆ ಇತರರು ಅರ್ಜಿ ಸಲ್ಲಿಸಬಹುದಾಗಿದೆ.	[1000, 1430, 1112, 1543]
ad-write-to-us	[1255, 418, 1486, 593]
ad-epaper-title: ಹೊಸಪೇಟೆ ಟೈಮ್ಸ್	[1318, 64, 1422, 84]
ad-advertisements-contact	[1255, 263, 1486, 410]
byline: ಹೊಸಪೇಟೆ ಟೈಮ್ಸ್ ನ್ಯೂಸ್	[1072, 964, 1162, 976]
weather-row	[1257, 673, 1484, 691]
weather-min: 30°	[1447, 691, 1484, 708]
